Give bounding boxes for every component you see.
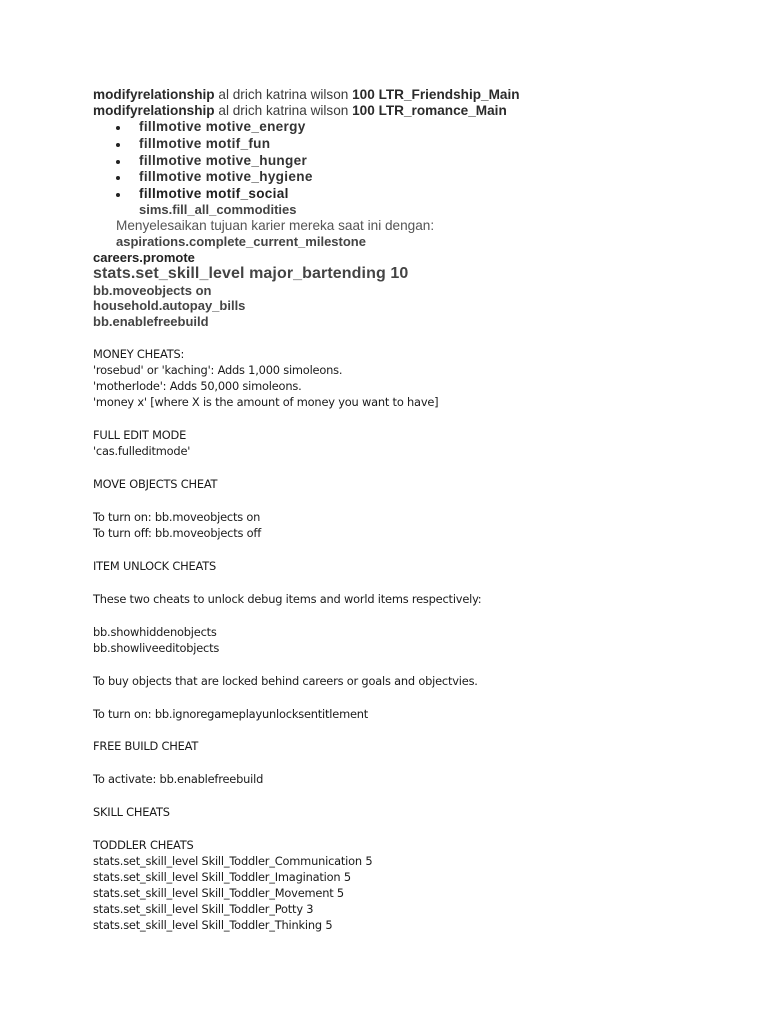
relationship-line-romance <box>93 103 507 118</box>
toddler-cheat-line: stats.set_skill_level Skill_Toddler_Potty 3 <box>93 902 314 916</box>
relationship-command: modifyrelationship <box>93 103 215 118</box>
autopay-command: household.autopay_bills <box>93 298 246 313</box>
free-build-activate: To activate: bb.enablefreebuild <box>93 772 264 786</box>
locked-objects-description: To buy objects that are locked behind careers or goals and objectvies. <box>93 674 478 688</box>
bullet-dot <box>115 173 123 181</box>
toddler-cheats-heading: TODDLER CHEATS <box>93 838 194 852</box>
careers-promote-command: careers.promote <box>93 250 195 265</box>
locked-objects-turn-on: To turn on: bb.ignoregameplayunlocksentitlement <box>93 707 369 721</box>
bullet-dot <box>115 140 123 148</box>
skill-cheats-heading: SKILL CHEATS <box>93 805 170 819</box>
relationship-command: modifyrelationship <box>93 87 215 102</box>
bullet-item: fillmotive motive_energy <box>139 119 306 134</box>
item-unlock-cheat: bb.showhiddenobjects <box>93 625 217 639</box>
move-objects-on: To turn on: bb.moveobjects on <box>93 510 261 524</box>
money-heading: MONEY CHEATS: <box>93 347 185 361</box>
free-build-heading: FREE BUILD CHEAT <box>93 739 199 753</box>
career-description: Menyelesaikan tujuan karier mereka saat ini dengan: <box>116 218 435 233</box>
aspirations-command: aspirations.complete_current_milestone <box>116 234 366 249</box>
toddler-cheat-line: stats.set_skill_level Skill_Toddler_Communication 5 <box>93 854 373 868</box>
money-line: 'motherlode': Adds 50,000 simoleons. <box>93 379 302 393</box>
fill-all-commodities: sims.fill_all_commodities <box>139 202 297 217</box>
bullet-item: fillmotive motive_hygiene <box>139 169 313 184</box>
moveobjects-on-command: bb.moveobjects on <box>93 283 212 298</box>
item-unlock-description: These two cheats to unlock debug items and world items respectively: <box>93 592 482 606</box>
toddler-cheat-line: stats.set_skill_level Skill_Toddler_Imagination 5 <box>93 870 351 884</box>
bullet-dot <box>115 190 123 198</box>
bullet-dot <box>115 157 123 165</box>
item-unlock-heading: ITEM UNLOCK CHEATS <box>93 559 216 573</box>
bullet-item: fillmotive motif_fun <box>139 136 271 151</box>
toddler-cheat-line: stats.set_skill_level Skill_Toddler_Movement 5 <box>93 886 344 900</box>
relationship-names: al drich katrina wilson <box>218 103 349 118</box>
relationship-names: al drich katrina wilson <box>218 87 349 102</box>
relationship-line-friendship <box>93 87 520 102</box>
money-line: 'rosebud' or 'kaching': Adds 1,000 simoleons. <box>93 363 343 377</box>
bullet-item: fillmotive motive_hunger <box>139 153 308 168</box>
bullet-item: fillmotive motif_social <box>139 186 289 201</box>
full-edit-line: 'cas.fulleditmode' <box>93 444 191 458</box>
full-edit-heading: FULL EDIT MODE <box>93 428 187 442</box>
skill-level-command: stats.set_skill_level major_bartending 10 <box>93 265 409 282</box>
money-line: 'money x' [where X is the amount of money you want to have] <box>93 395 439 409</box>
enablefreebuild-command: bb.enablefreebuild <box>93 314 209 329</box>
relationship-value: 100 LTR_romance_Main <box>352 103 507 118</box>
relationship-value: 100 LTR_Friendship_Main <box>352 87 520 102</box>
bullet-dot <box>115 123 123 131</box>
toddler-cheat-line: stats.set_skill_level Skill_Toddler_Thinking 5 <box>93 918 333 932</box>
move-objects-off: To turn off: bb.moveobjects off <box>93 526 262 540</box>
item-unlock-cheat: bb.showliveeditobjects <box>93 641 220 655</box>
move-objects-heading: MOVE OBJECTS CHEAT <box>93 477 218 491</box>
